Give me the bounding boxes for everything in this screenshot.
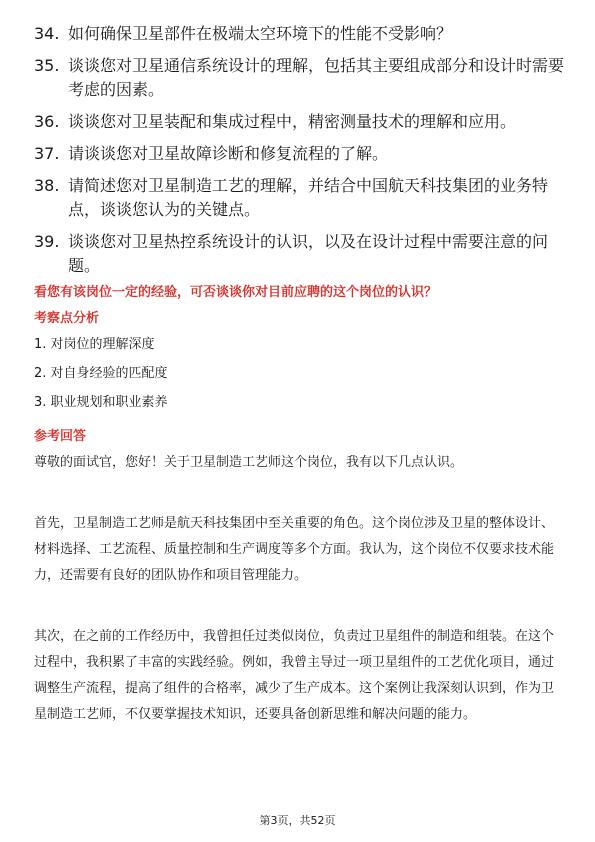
question-number: 34. xyxy=(34,24,60,43)
question-text: 谈谈您对卫星装配和集成过程中，精密测量技术的理解和应用。 xyxy=(68,112,517,131)
analysis-title: 考察点分析 xyxy=(34,311,100,326)
question-text: 谈谈您对卫星通信系统设计的理解，包括其主要组成部分和设计时需要考虑的因素。 xyxy=(68,56,565,99)
question-number: 36. xyxy=(34,112,60,131)
list-item xyxy=(34,230,564,278)
question-number: 39. xyxy=(34,232,60,251)
answer-paragraph: 其次，在之前的工作经历中，我曾担任过类似岗位，负责过卫星组件的制造和组装。在这个过程中，我积累了丰富的实践经验。例如，我曾主导过一项卫星组件的工艺优化项目，通过调整生产流程，提高了组件的合格率，减少了生产成本。这个案例让我深刻认识到，作为卫星制造工艺师，不仅要掌握技术知识，还要具备创新思维和解决问题的能力。 xyxy=(34,629,555,722)
question-number: 37. xyxy=(34,144,60,163)
list-item xyxy=(34,142,564,166)
question-text: 请简述您对卫星制造工艺的理解，并结合中国航天科技集团的业务特点，谈谈您认为的关键点。 xyxy=(68,176,549,219)
analysis-point: 3. 职业规划和职业素养 xyxy=(34,395,168,410)
question-list xyxy=(34,22,564,286)
answer-paragraph: 尊敬的面试官，您好！关于卫星制造工艺师这个岗位，我有以下几点认识。 xyxy=(34,455,464,470)
question-number: 38. xyxy=(34,176,60,195)
question-text: 如何确保卫星部件在极端太空环境下的性能不受影响？ xyxy=(68,24,453,43)
analysis-point: 1. 对岗位的理解深度 xyxy=(34,337,155,352)
list-item xyxy=(34,54,564,102)
answer-title: 参考回答 xyxy=(34,429,87,444)
list-item xyxy=(34,110,564,134)
question-number: 35. xyxy=(34,56,60,75)
question-text: 请谈谈您对卫星故障诊断和修复流程的了解。 xyxy=(68,144,389,163)
answer-paragraph: 首先，卫星制造工艺师是航天科技集团中至关重要的角色。这个岗位涉及卫星的整体设计、材料选择、工艺流程、质量控制和生产调度等多个方面。我认为，这个岗位不仅要求技术能力，还需要有良好的团队协作和项目管理能力。 xyxy=(34,516,555,583)
page-footer: 第3页，共52页 xyxy=(259,814,336,827)
list-item xyxy=(34,174,564,222)
list-item xyxy=(34,22,564,46)
analysis-point: 2. 对自身经验的匹配度 xyxy=(34,366,168,381)
highlight-question: 看您有该岗位一定的经验，可否谈谈你对目前应聘的这个岗位的认识？ xyxy=(34,285,438,300)
question-text: 谈谈您对卫星热控系统设计的认识，以及在设计过程中需要注意的问题。 xyxy=(68,232,549,275)
